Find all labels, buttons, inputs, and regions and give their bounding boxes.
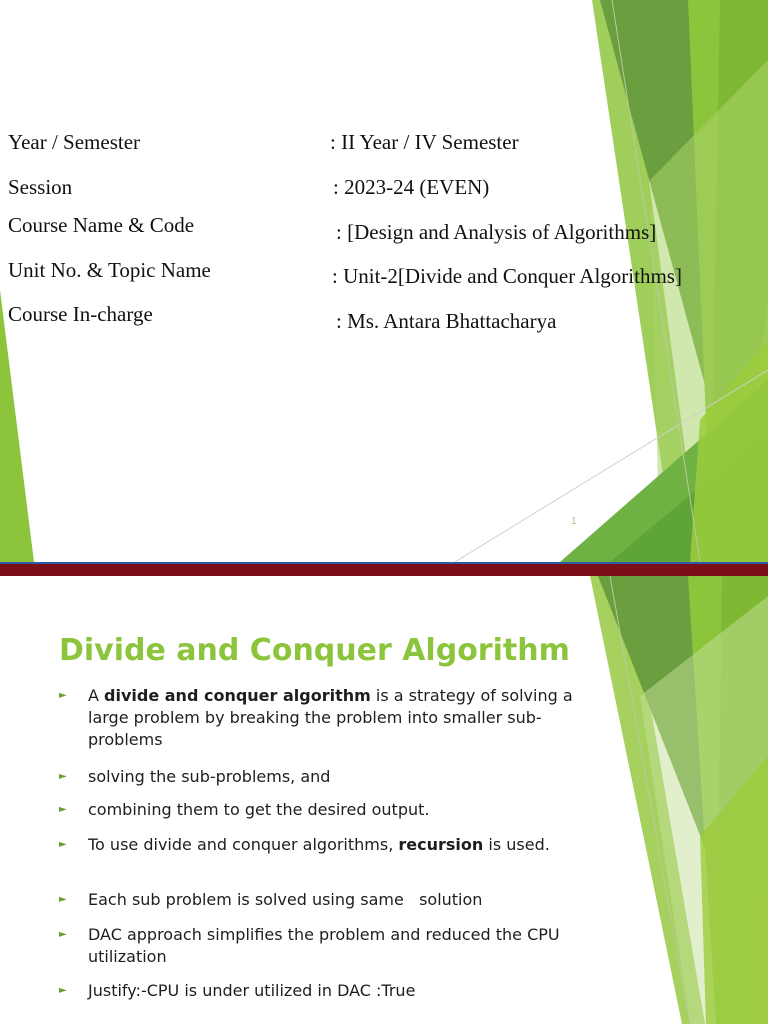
info-label: Unit No. & Topic Name	[8, 258, 211, 282]
list-item: ► To use divide and conquer algorithms, recursion is used.	[59, 835, 550, 854]
list-item: ► DAC approach simplifies the problem and reduced the CPU utilization	[59, 925, 560, 966]
bullet-arrow-icon: ►	[59, 839, 67, 850]
slide-divider-bar	[0, 562, 768, 576]
list-item: ► Justify:-CPU is under utilized in DAC :True	[59, 981, 416, 1000]
info-label: Session	[8, 175, 73, 199]
list-item: ► combining them to get the desired output.	[59, 800, 430, 819]
info-value: : [Design and Analysis of Algorithms]	[336, 220, 657, 244]
page-number: 1	[571, 516, 577, 527]
info-label: Course In-charge	[8, 302, 153, 326]
slide-title: Divide and Conquer Algorithm	[59, 633, 570, 668]
list-item: ► A divide and conquer algorithm is a strategy of solving a large problem by breaking the problem into smaller sub-problems	[59, 686, 573, 749]
slide-2	[0, 576, 768, 1024]
info-value: : II Year / IV Semester	[330, 130, 519, 154]
info-value: : Unit-2[Divide and Conquer Algorithms]	[332, 264, 682, 288]
bullet-arrow-icon: ►	[59, 690, 67, 701]
list-item: ► Each sub problem is solved using same solution	[59, 890, 483, 909]
info-value: : Ms. Antara Bhattacharya	[336, 309, 557, 333]
info-label: Year / Semester	[8, 130, 141, 154]
list-item: ► solving the sub-problems, and	[59, 767, 331, 786]
bullet-arrow-icon: ►	[59, 771, 67, 782]
bullet-arrow-icon: ►	[59, 985, 67, 996]
bullet-arrow-icon: ►	[59, 804, 67, 815]
info-value: : 2023-24 (EVEN)	[333, 175, 490, 199]
bullet-arrow-icon: ►	[59, 894, 67, 905]
bullet-arrow-icon: ►	[59, 929, 67, 940]
info-label: Course Name & Code	[8, 213, 195, 237]
